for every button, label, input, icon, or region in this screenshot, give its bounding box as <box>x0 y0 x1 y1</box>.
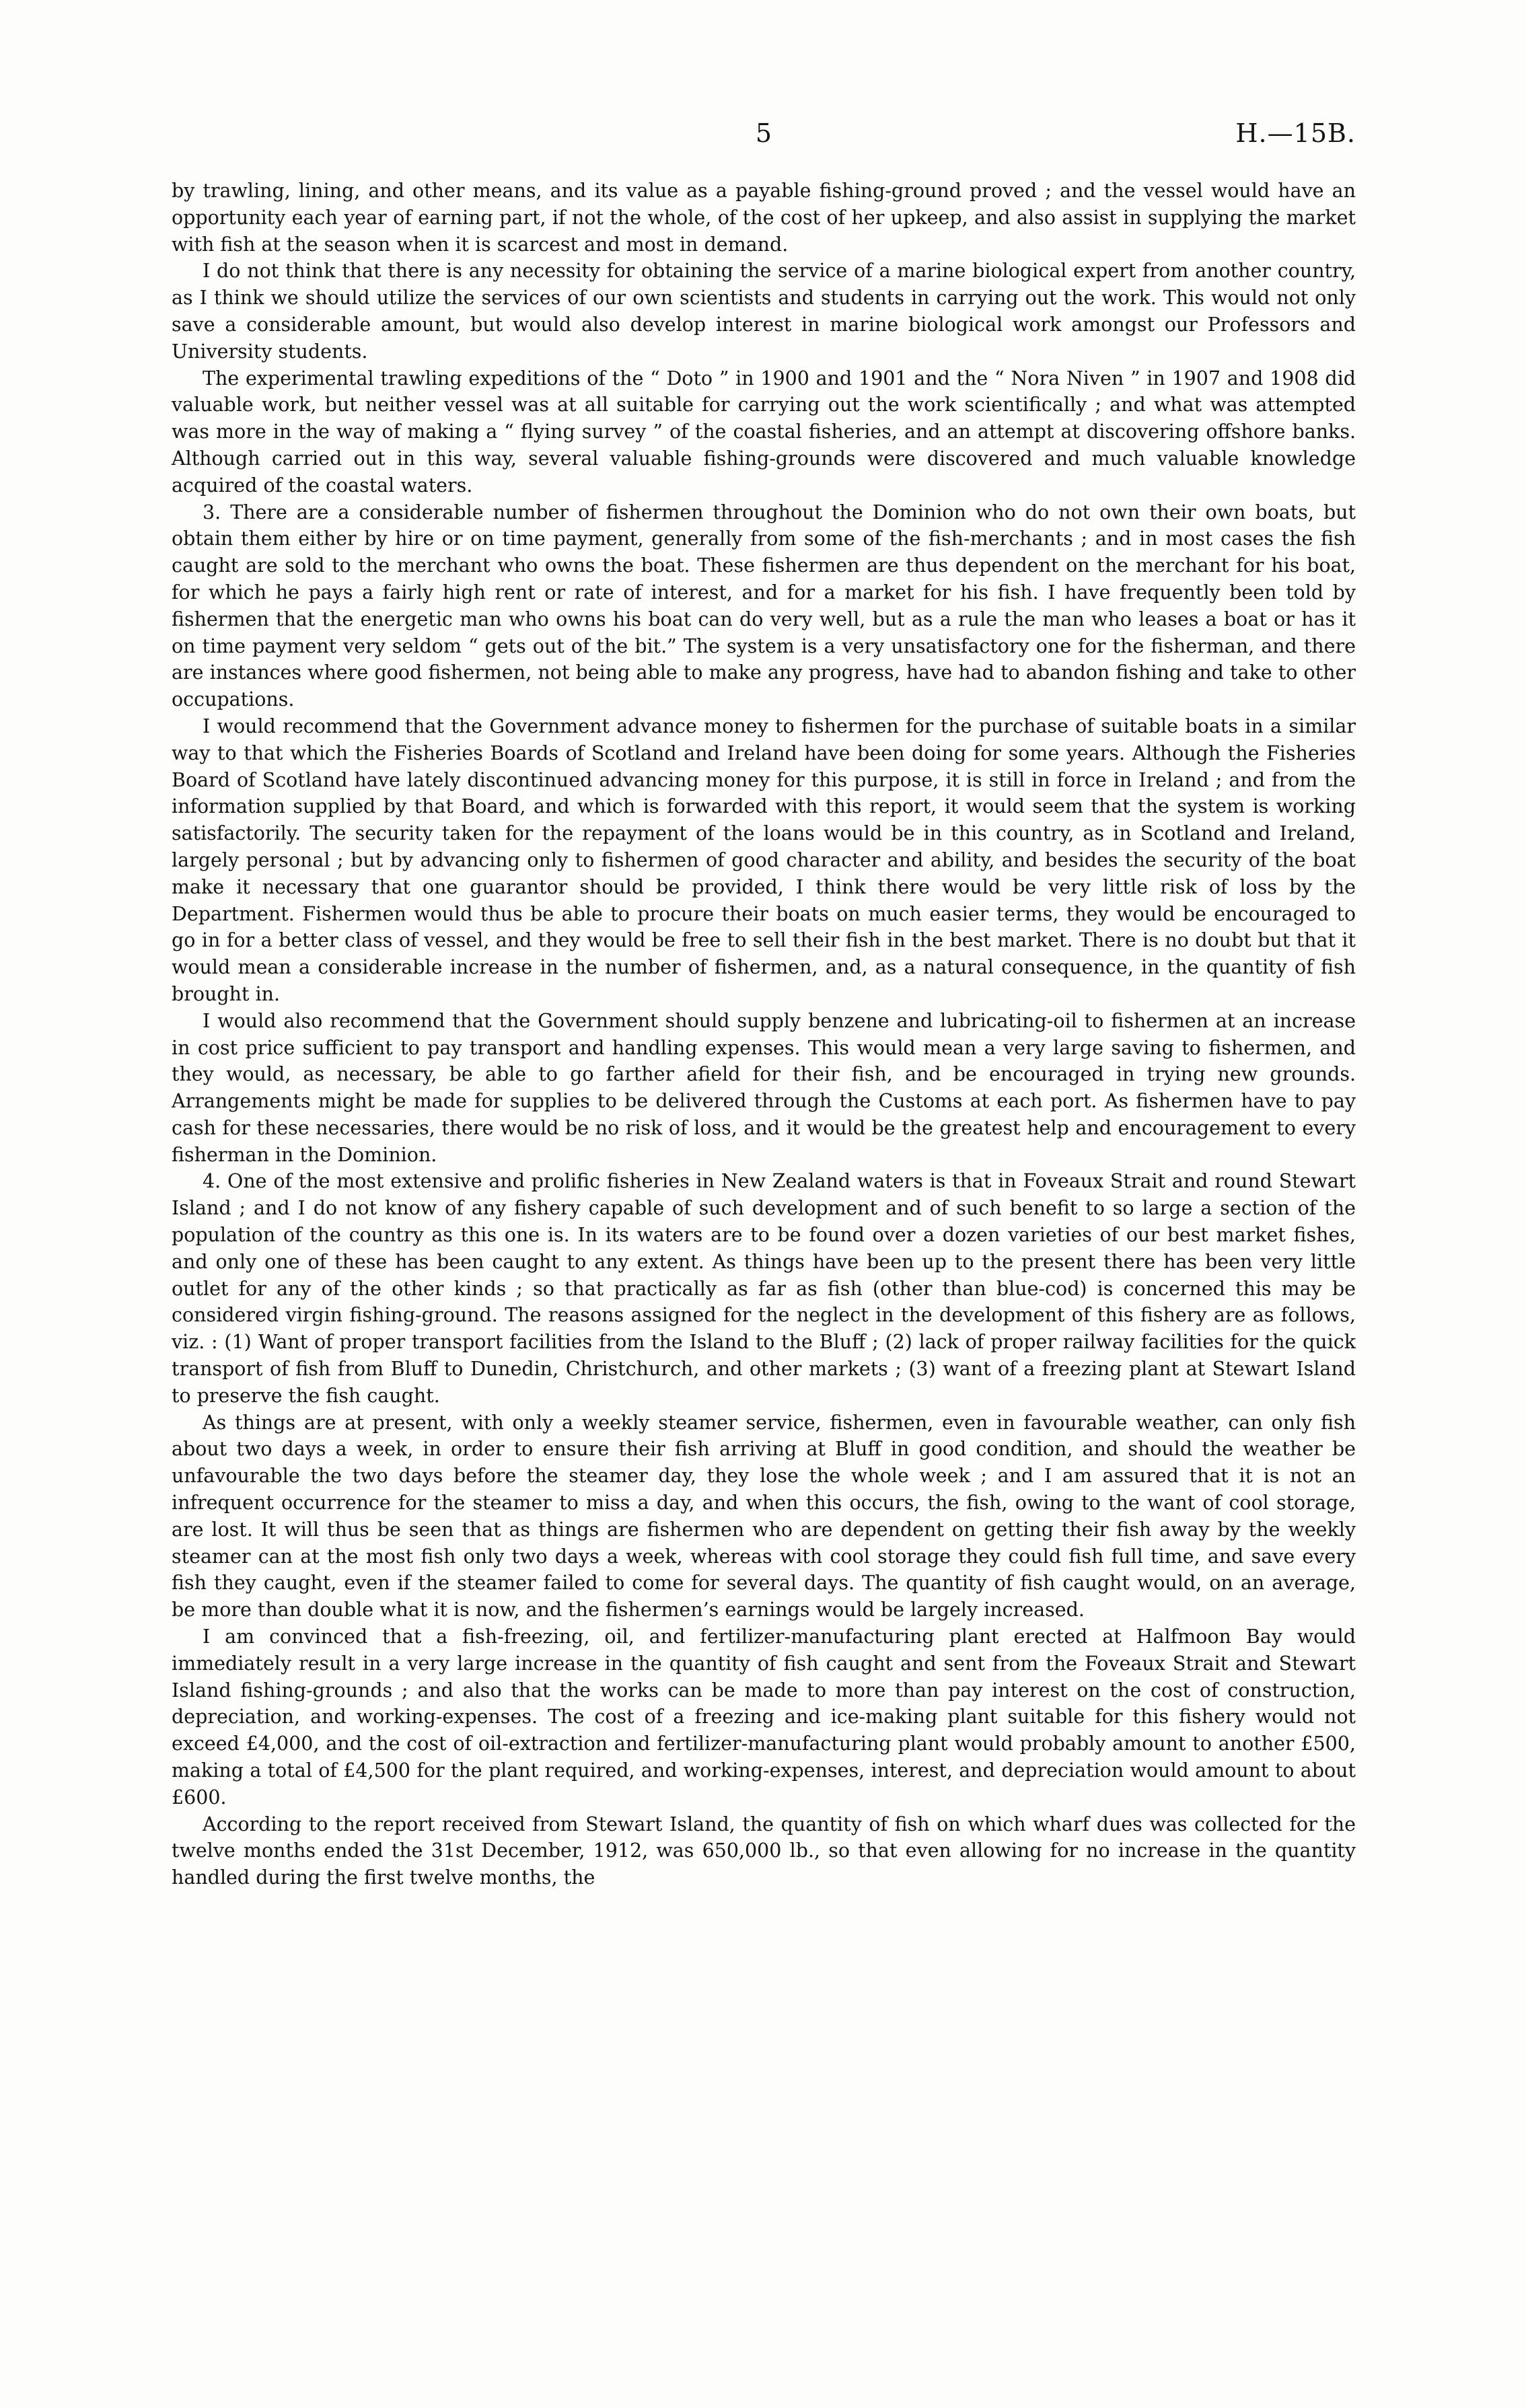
paragraph-benzene-supply: I would also recommend that the Government should supply benzene and lubricating-oil to fishermen at an increase in cost price sufficient to pay transport and handling expenses. This would mean a very large saving to fishermen, and they would, as necessary, be able to go farther afield for their fish, and be encouraged in trying new grounds. Arrangements might be made for supplies to be delivered through the Customs at each port. As fishermen have to pay cash for these necessaries, there would be no risk of loss, and it would be the greatest help and encouragement to every fisherman in the Dominion. <box>172 1009 1356 1166</box>
paragraph-wharf-dues: According to the report received from Stewart Island, the quantity of fish on which wharf dues was collected for the twelve months ended the 31st December, 1912, was 650,000 lb., so that even allowing for no increase in the quantity handled during the first twelve months, the <box>172 1813 1356 1889</box>
page-number: 5 <box>755 118 772 148</box>
document-reference: H.—15B. <box>1235 118 1356 148</box>
paragraph-freezing-plant: I am convinced that a fish-freezing, oil, and fertilizer-manufacturing plant erected at Halfmoon Bay would immediately result in a very large increase in the quantity of fish caught and sent from the Foveaux Strait and Stewart Island fishing-grounds ; and also that the works can be made to more than pay interest on the cost of construction, depreciation, and working-expenses. The cost of a freezing and ice-making plant suitable for this fishery would not exceed £4,000, and the cost of oil-extraction and fertilizer-manufacturing plant would probably amount to another £500, making a total of £4,500 for the plant required, and working-expenses, interest, and depreciation would amount to about £600. <box>172 1626 1356 1809</box>
paragraph-continuation: by trawling, lining, and other means, and its value as a payable fishing-ground proved ; and the vessel would have an opportunity each year of earning part, if not the whole, of the cost of her upkeep, and also assist in supplying the market with fish at the season when it is scarcest and most in demand. <box>172 180 1356 256</box>
paragraph-steamer-service: As things are at present, with only a weekly steamer service, fishermen, even in favourable weather, can only fish about two days a week, in order to ensure their fish arriving at Bluff in good condition, and should the weather be unfavourable the two days before the steamer day, they lose the whole week ; and I am assured that it is not an infrequent occurrence for the steamer to miss a day, and when this occurs, the fish, owing to the want of cool storage, are lost. It will thus be seen that as things are fishermen who are dependent on getting their fish away by the weekly steamer can at the most fish only two days a week, whereas with cool storage they could fish full time, and save every fish they caught, even if the steamer failed to come for several days. The quantity of fish caught would, on an average, be more than double what it is now, and the fishermen’s earnings would be largely increased. <box>172 1411 1356 1621</box>
page-header <box>172 113 1356 153</box>
body-text <box>172 178 1356 1891</box>
paragraph-section-4-foveaux-strait: 4. One of the most extensive and prolific fisheries in New Zealand waters is that in Foveaux Strait and round Stewart Island ; and I do not know of any fishery capable of such development and of such benefit to so large a section of the population of the country as this one is. In its waters are to be found over a dozen varieties of our best market fishes, and only one of these has been caught to any extent. As things have been up to the present there has been very little outlet for any of the other kinds ; so that practically as far as fish (other than blue-cod) is concerned this may be considered virgin fishing-ground. The reasons assigned for the neglect in the development of this fishery are as follows, viz. : (1) Want of proper transport facilities from the Island to the Bluff ; (2) lack of proper railway facilities for the quick transport of fish from Bluff to Dunedin, Christchurch, and other markets ; (3) want of a freezing plant at Stewart Island to preserve the fish caught. <box>172 1170 1356 1407</box>
paragraph-section-3-boat-ownership: 3. There are a considerable number of fishermen throughout the Dominion who do not own their own boats, but obtain them either by hire or on time payment, generally from some of the fish-merchants ; and in most cases the fish caught are sold to the merchant who owns the boat. These fishermen are thus dependent on the merchant for his boat, for which he pays a fairly high rent or rate of interest, and for a market for his fish. I have frequently been told by fishermen that the energetic man who owns his boat can do very well, but as a rule the man who leases a boat or has it on time payment very seldom “ gets out of the bit.” The system is a very unsatisfactory one for the fisherman, and there are instances where good fishermen, not being able to make any progress, have had to abandon fishing and take to other occupations. <box>172 501 1356 711</box>
paragraph-marine-expert: I do not think that there is any necessity for obtaining the service of a marine biological expert from another country, as I think we should utilize the services of our own scientists and students in carrying out the work. This would not only save a considerable amount, but would also develop interest in marine biological work amongst our Professors and University students. <box>172 260 1356 363</box>
paragraph-government-advance: I would recommend that the Government advance money to fishermen for the purchase of suitable boats in a similar way to that which the Fisheries Boards of Scotland and Ireland have been doing for some years. Although the Fisheries Board of Scotland have lately discontinued advancing money for this purpose, it is still in force in Ireland ; and from the information supplied by that Board, and which is forwarded with this report, it would seem that the system is working satisfactorily. The security taken for the repayment of the loans would be in this country, as in Scotland and Ireland, largely personal ; but by advancing only to fishermen of good character and ability, and besides the security of the boat make it necessary that one guarantor should be provided, I think there would be very little risk of loss by the Department. Fishermen would thus be able to procure their boats on much easier terms, they would be encouraged to go in for a better class of vessel, and they would be free to sell their fish in the best market. There is no doubt but that it would mean a considerable increase in the number of fishermen, and, as a natural consequence, in the quantity of fish brought in. <box>172 715 1356 1005</box>
paragraph-trawling-expeditions: The experimental trawling expeditions of the “ Doto ” in 1900 and 1901 and the “ Nora Niven ” in 1907 and 1908 did valuable work, but neither vessel was at all suitable for carrying out the work scientifically ; and what was attempted was more in the way of making a “ flying survey ” of the coastal fisheries, and an attempt at discovering offshore banks. Although carried out in this way, several valuable fishing-grounds were discovered and much valuable knowledge acquired of the coastal waters. <box>172 367 1356 497</box>
